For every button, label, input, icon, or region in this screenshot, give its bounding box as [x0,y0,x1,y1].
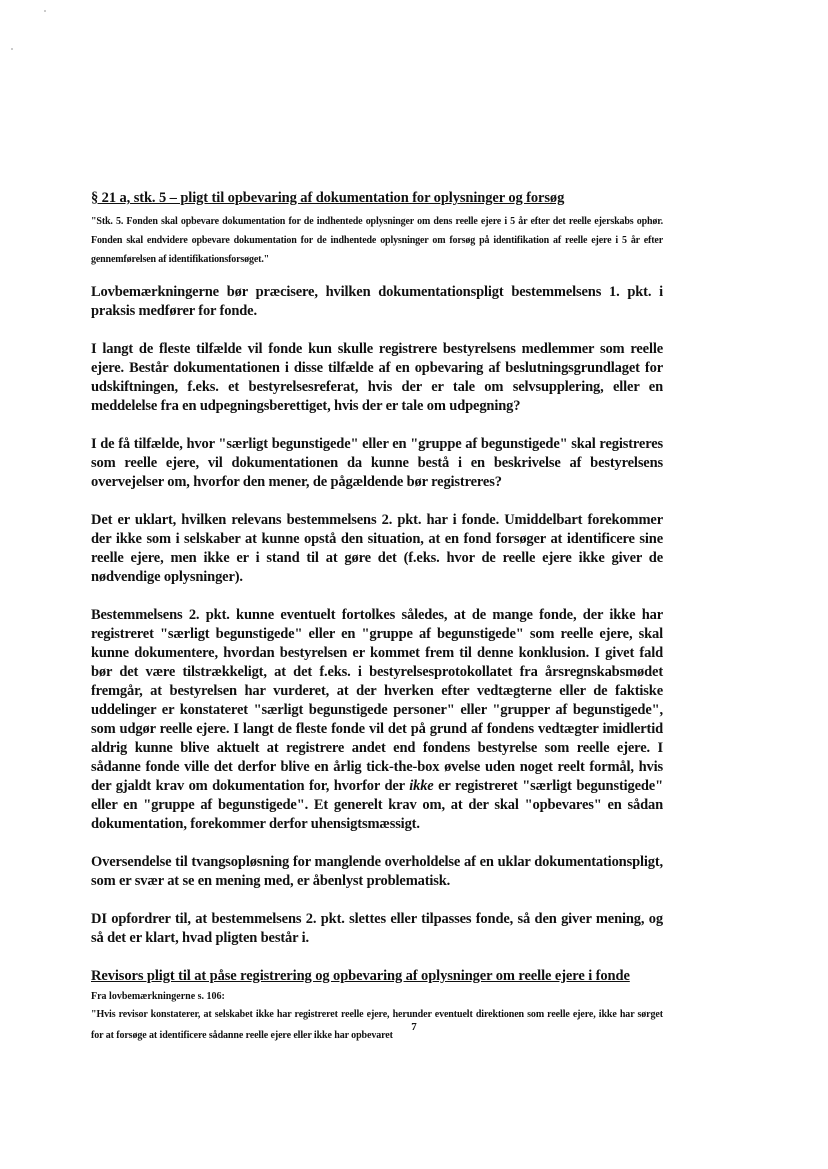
paragraph-6: Oversendelse til tvangsopløsning for manglende overholdelse af en uklar dokumentationspligt, som er svær at se en mening med, er åbenlyst problematisk. [91,854,663,889]
paragraph-1: Lovbemærkningerne bør præcisere, hvilken dokumentationspligt bestemmelsens 1. pkt. i praksis medfører for fonde. [91,284,663,319]
paragraph-5-emphasis: ikke [409,778,434,794]
paragraph-5-text-b: er registreret "særligt begunstigede" eller en "gruppe af begunstigede". Et generelt krav om, at der skal "opbevares" en sådan dokumentation, forekommer derfor uhensigtsmæssigt. [91,778,663,832]
paragraph-3: I de få tilfælde, hvor "særligt begunstigede" eller en "gruppe af begunstigede" skal registreres som reelle ejere, vil dokumentationen da kunne bestå i en beskrivelse af bestyrelsens overvejelser om, hvorfor den mener, de pågældende bør registreres? [91,436,663,490]
auditor-quote: "Hvis revisor konstaterer, at selskabet ikke har registreret reelle ejere, herunder eventuelt direktionen som reelle ejere, ikke har sørget for at forsøge at identificere sådanne reelle ejere eller ikke har opbevaret [91,1009,663,1041]
paragraph-5 [91,606,663,834]
paragraph-2: I langt de fleste tilfælde vil fonde kun skulle registrere bestyrelsens medlemmer som reelle ejere. Består dokumentationen i disse tilfælde af en opbevaring af beslutningsgrundlaget for udskiftningen, f.eks. et bestyrelsesreferat, hvis der er tale om selvsupplering, eller en meddelelse fra en udpegningsberettiget, hvis der er tale om udpegning? [91,341,663,414]
source-label: Fra lovbemærkningerne s. 106: [91,991,225,1002]
law-quote-stk5: "Stk. 5. Fonden skal opbevare dokumentation for de indhentede oplysninger om dens reelle ejere i 5 år efter det reelle ejerskabs ophør. Fonden skal endvidere opbevare dokumentation for de indhentede oplysninger om forsøg på identifikation af reelle ejere i 5 år efter gennemførelsen af identifikationsforsøget." [91,216,663,265]
paragraph-7: DI opfordrer til, at bestemmelsens 2. pkt. slettes eller tilpasses fonde, så den giver mening, og så det er klart, hvad pligten består i. [91,911,663,946]
scan-speck [44,10,46,12]
section-heading-auditor: Revisors pligt til at påse registrering og opbevaring af oplysninger om reelle ejere i fonde [91,968,630,984]
section-heading-documentation: § 21 a, stk. 5 – pligt til opbevaring af dokumentation for oplysninger og forsøg [91,190,565,206]
scan-speck [11,48,13,50]
page-number: 7 [411,1021,417,1033]
page-content [91,190,663,1046]
paragraph-5-text-a: Bestemmelsens 2. pkt. kunne eventuelt fortolkes således, at de mange fonde, der ikke har registreret "særligt begunstigede" eller en "gruppe af begunstigede" som reelle ejere, skal kunne dokumentere, hvordan bestyrelsen er kommet frem til denne konklusion. I givet fald bør det være tilstrækkeligt, at det f.eks. i bestyrelsesprotokollatet fra årsregnskabsmødet fremgår, at bestyrelsen har vurderet, at der hverken efter vedtægterne eller de faktiske uddelinger er konstateret "særligt begunstigede personer" eller "grupper af begunstigede", som udgør reelle ejere. I langt de fleste fonde vil det på grund af fondens vedtægter imidlertid aldrig kunne blive aktuelt at registrere andet end fondens bestyrelse som reelle ejere. I sådanne fonde ville det derfor blive en årlig tick-the-box øvelse uden noget reelt formål, hvis der gjaldt krav om dokumentation for, hvorfor der [91,607,663,794]
paragraph-4: Det er uklart, hvilken relevans bestemmelsens 2. pkt. har i fonde. Umiddelbart forekommer der ikke som i selskaber at kunne opstå den situation, at en fond forsøger at identificere sine reelle ejere, men ikke er i stand til at gøre det (f.eks. hvor de reelle ejere ikke giver de nødvendige oplysninger). [91,512,663,585]
